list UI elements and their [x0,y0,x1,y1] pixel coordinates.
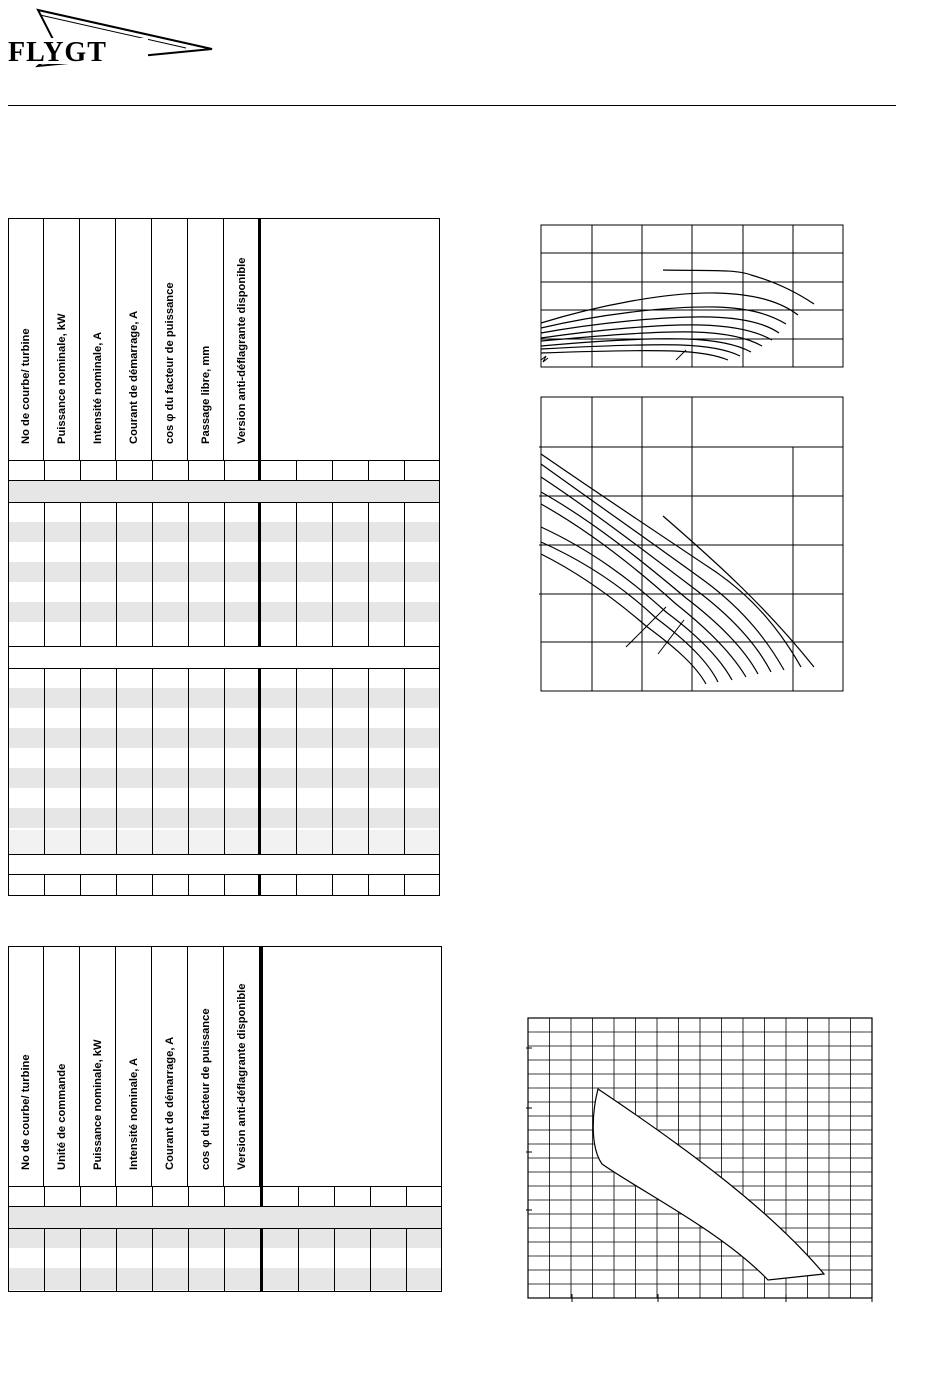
header2-starting-current: Courant de démarrage, A [163,1036,176,1170]
pump-head-chart [536,392,848,698]
motor-data-table [8,218,440,896]
header-rule [8,105,896,106]
operating-range-chart [522,1012,876,1304]
operating-range-area [593,1089,824,1280]
header2-rated-current: Intensité nominale, A [127,1057,140,1170]
header2-rated-power: Puissance nominale, kW [91,1039,104,1170]
header2-explosion-proof: Version anti-déflagrante disponible [235,983,248,1170]
header-curve-no: No de courbe/ turbine [19,328,32,444]
header-rated-power: Puissance nominale, kW [55,313,68,444]
header-rated-current: Intensité nominale, A [91,331,104,444]
header2-power-factor: cos φ du facteur de puissance [199,1008,212,1170]
pump-efficiency-chart [536,220,848,372]
control-unit-table [8,946,442,1292]
header-explosion-proof: Version anti-déflagrante disponible [235,257,248,444]
header2-control-unit: Unité de commande [55,1063,68,1170]
header-starting-current: Courant de démarrage, A [127,310,140,444]
header-power-factor: cos φ du facteur de puissance [163,282,176,444]
header2-curve-no: No de courbe/ turbine [19,1054,32,1170]
header-free-passage: Passage libre, mm [199,345,212,444]
logo-text: FLYGT [8,37,107,68]
flygt-logo [6,6,216,68]
